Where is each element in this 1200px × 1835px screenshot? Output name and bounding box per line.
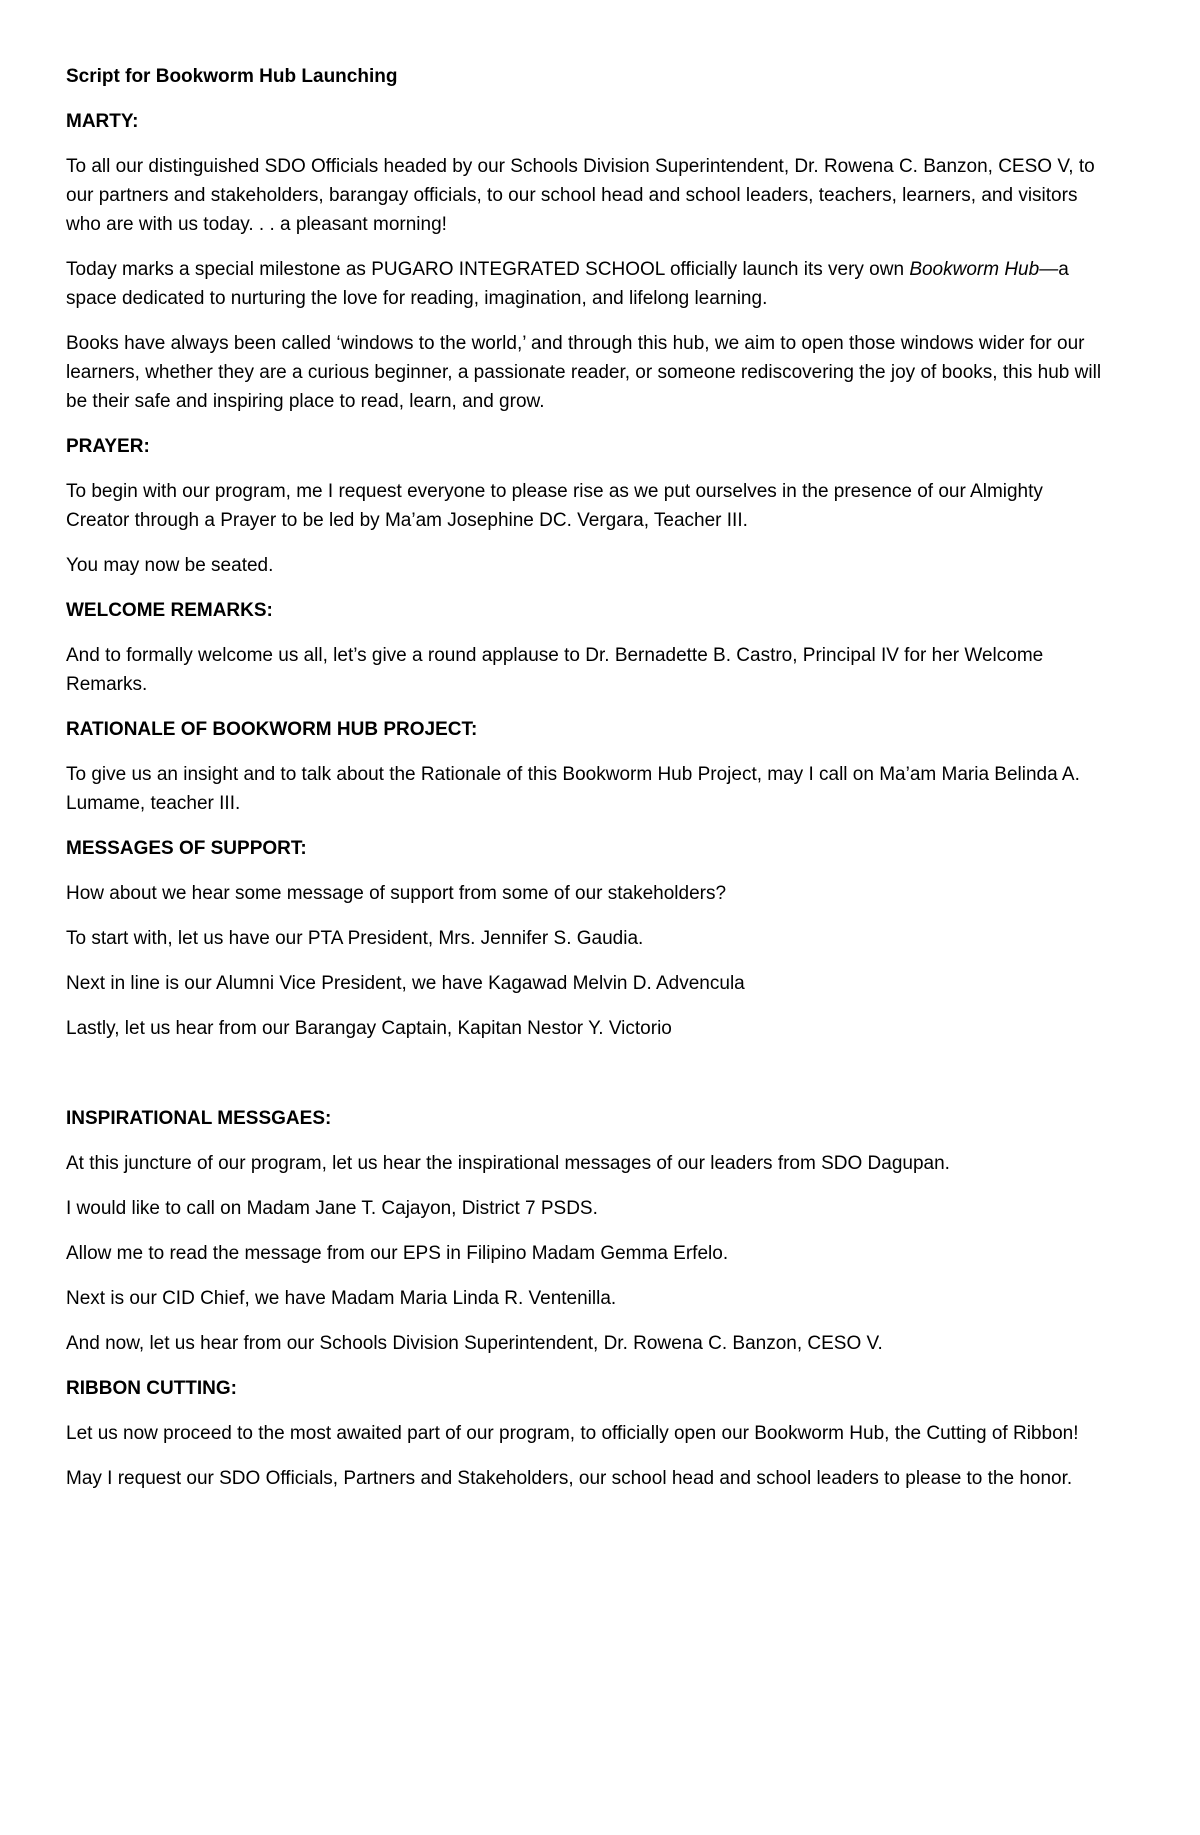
- paragraph: [66, 641, 1108, 699]
- text-run: How about we hear some message of support from some of our stakeholders?: [66, 883, 727, 904]
- blank-line: [66, 1059, 1108, 1088]
- section-heading: RIBBON CUTTING:: [66, 1378, 237, 1399]
- text-run: Lastly, let us hear from our Barangay Captain, Kapitan Nestor Y. Victorio: [66, 1018, 672, 1039]
- text-run: You may now be seated.: [66, 555, 274, 576]
- text-run: May I request our SDO Officials, Partners and Stakeholders, our school head and school leaders to please to the honor.: [66, 1468, 1073, 1489]
- paragraph: [66, 1239, 1108, 1268]
- text-run: Let us now proceed to the most awaited part of our program, to officially open our Bookworm Hub, the Cutting of Ribbon!: [66, 1423, 1079, 1444]
- italic-text-run: Bookworm Hub: [909, 259, 1040, 280]
- paragraph: [66, 329, 1108, 416]
- paragraph: [66, 1284, 1108, 1313]
- document-content: [66, 62, 1108, 1493]
- paragraph: [66, 477, 1108, 535]
- text-run: To start with, let us have our PTA President, Mrs. Jennifer S. Gaudia.: [66, 928, 644, 949]
- paragraph: [66, 1329, 1108, 1358]
- section-heading: RATIONALE OF BOOKWORM HUB PROJECT:: [66, 719, 478, 740]
- text-run: Today marks a special milestone as PUGARO INTEGRATED SCHOOL officially launch its very own: [66, 259, 910, 280]
- text-run: Allow me to read the message from our EPS in Filipino Madam Gemma Erfelo.: [66, 1243, 729, 1264]
- paragraph: [66, 879, 1108, 908]
- paragraph: [66, 1194, 1108, 1223]
- section-heading: INSPIRATIONAL MESSGAES:: [66, 1108, 332, 1129]
- paragraph: [66, 152, 1108, 239]
- text-run: Next in line is our Alumni Vice President, we have Kagawad Melvin D. Advencula: [66, 973, 745, 994]
- section-heading: WELCOME REMARKS:: [66, 600, 273, 621]
- section-heading: PRAYER:: [66, 436, 150, 457]
- text-run: Next is our CID Chief, we have Madam Maria Linda R. Ventenilla.: [66, 1288, 617, 1309]
- text-run: Books have always been called ‘windows to the world,’ and through this hub, we aim to open those windows wider for our learners, whether they are a curious beginner, a passionate reader, or someone rediscovering the joy of books, this hub will be their safe and inspiring place to read, learn, and grow.: [66, 333, 1102, 412]
- text-run: At this juncture of our program, let us hear the inspirational messages of our leaders from SDO Dagupan.: [66, 1153, 950, 1174]
- text-run: To all our distinguished SDO Officials headed by our Schools Division Superintendent, Dr. Rowena C. Banzon, CESO V, to our partners and stakeholders, barangay officials, to our school head and school leaders, teachers, learners, and visitors who are with us today. . . a pleasant morning!: [66, 156, 1095, 235]
- paragraph: [66, 551, 1108, 580]
- paragraph: [66, 924, 1108, 953]
- text-run: And now, let us hear from our Schools Division Superintendent, Dr. Rowena C. Banzon, CESO V.: [66, 1333, 883, 1354]
- paragraph: [66, 1014, 1108, 1043]
- paragraph: [66, 969, 1108, 998]
- text-run: —a space dedicated to nurturing the love for reading, imagination, and lifelong learning.: [66, 259, 1069, 309]
- text-run: And to formally welcome us all, let’s give a round applause to Dr. Bernadette B. Castro, Principal IV for her Welcome Remarks.: [66, 645, 1044, 695]
- document-title: Script for Bookworm Hub Launching: [66, 66, 398, 87]
- paragraph: [66, 760, 1108, 818]
- paragraph: [66, 1149, 1108, 1178]
- section-heading: MARTY:: [66, 111, 139, 132]
- document-body: [66, 107, 1108, 1493]
- text-run: I would like to call on Madam Jane T. Cajayon, District 7 PSDS.: [66, 1198, 598, 1219]
- paragraph: [66, 1464, 1108, 1493]
- paragraph: [66, 1419, 1108, 1448]
- text-run: To give us an insight and to talk about the Rationale of this Bookworm Hub Project, may I call on Ma’am Maria Belinda A. Lumame, teacher III.: [66, 764, 1080, 814]
- text-run: To begin with our program, me I request everyone to please rise as we put ourselves in the presence of our Almighty Creator through a Prayer to be led by Ma’am Josephine DC. Vergara, Teacher III.: [66, 481, 1043, 531]
- paragraph: [66, 255, 1108, 313]
- section-heading: MESSAGES OF SUPPORT:: [66, 838, 307, 859]
